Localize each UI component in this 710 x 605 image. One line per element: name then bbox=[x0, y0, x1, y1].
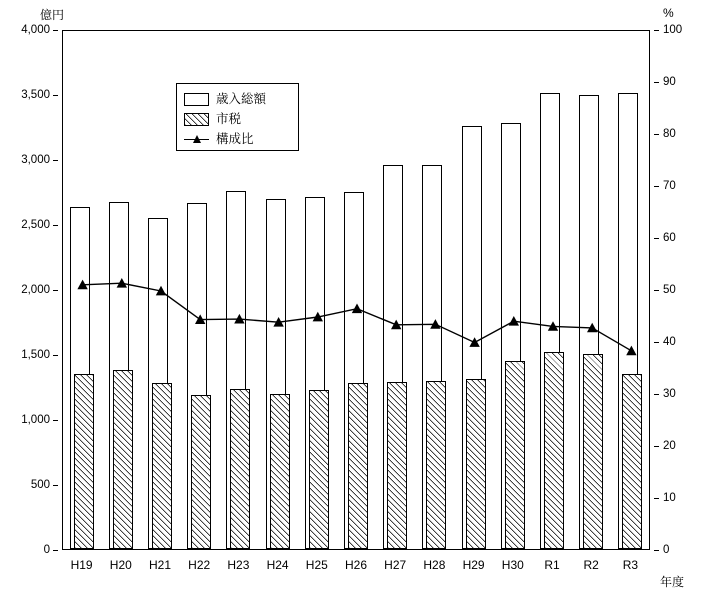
legend-swatch-open-bar-icon bbox=[184, 93, 209, 106]
right-axis-tick-label: 50 bbox=[663, 284, 676, 296]
left-axis-tick-mark bbox=[53, 95, 58, 96]
composition-ratio-marker bbox=[626, 346, 636, 356]
left-axis-tick-label: 2,500 bbox=[21, 219, 50, 231]
right-axis-tick-label: 10 bbox=[663, 492, 676, 504]
right-axis-tick-label: 70 bbox=[663, 180, 676, 192]
plot-inner bbox=[63, 31, 649, 549]
left-axis-tick-label: 2,000 bbox=[21, 284, 50, 296]
x-axis-tick-label: R3 bbox=[622, 558, 639, 572]
left-axis-tick-label: 3,500 bbox=[21, 89, 50, 101]
left-axis-tick-label: 1,000 bbox=[21, 414, 50, 426]
left-axis-tick-mark bbox=[53, 160, 58, 161]
legend-item-total-revenue bbox=[184, 89, 292, 109]
right-axis-tick-mark bbox=[654, 290, 659, 291]
x-axis-tick-label: H19 bbox=[70, 558, 93, 572]
right-axis-tick-label: 60 bbox=[663, 232, 676, 244]
x-axis-title: 年度 bbox=[660, 575, 685, 589]
composition-ratio-marker bbox=[352, 304, 362, 314]
right-axis-tick-label: 0 bbox=[663, 544, 670, 556]
right-axis-tick-label: 80 bbox=[663, 128, 676, 140]
x-axis-tick-label: H25 bbox=[305, 558, 328, 572]
right-axis-tick-mark bbox=[654, 446, 659, 447]
left-axis-tick-mark bbox=[53, 550, 58, 551]
right-axis-tick-label: 100 bbox=[663, 24, 683, 36]
x-axis-tick-labels bbox=[62, 553, 650, 577]
legend-label-municipal-tax: 市税 bbox=[216, 111, 242, 126]
plot-area bbox=[62, 30, 650, 550]
legend-label-composition-ratio: 構成比 bbox=[216, 131, 254, 146]
composition-ratio-marker bbox=[509, 316, 519, 326]
x-axis-tick-label: H26 bbox=[344, 558, 368, 572]
x-axis-tick-label: H28 bbox=[423, 558, 446, 572]
x-axis-tick-label: H21 bbox=[148, 558, 172, 572]
composition-ratio-line bbox=[63, 31, 651, 551]
right-axis-tick-label: 90 bbox=[663, 76, 676, 88]
legend-swatch-line-triangle-icon bbox=[184, 133, 209, 146]
x-axis-tick-label: R2 bbox=[583, 558, 599, 572]
left-axis-tick-labels bbox=[0, 24, 58, 556]
left-axis-tick-mark bbox=[53, 30, 58, 31]
right-axis-tick-mark bbox=[654, 342, 659, 343]
legend-swatch-hatched-bar-icon bbox=[184, 113, 209, 126]
left-axis-tick-mark bbox=[53, 485, 58, 486]
right-axis-tick-labels bbox=[654, 24, 706, 556]
right-axis-tick-label: 40 bbox=[663, 336, 676, 348]
right-axis-tick-mark bbox=[654, 30, 659, 31]
right-axis-tick-label: 30 bbox=[663, 388, 676, 400]
x-axis-tick-label: H24 bbox=[266, 558, 289, 572]
chart-legend bbox=[176, 83, 299, 151]
x-axis-tick-label: H29 bbox=[462, 558, 485, 572]
x-axis-tick-label: R1 bbox=[544, 558, 560, 572]
left-axis-tick-label: 500 bbox=[30, 479, 50, 491]
left-axis-tick-label: 4,000 bbox=[21, 24, 50, 36]
right-axis-tick-mark bbox=[654, 550, 659, 551]
left-axis-tick-mark bbox=[53, 290, 58, 291]
right-axis-unit-label: % bbox=[663, 6, 674, 20]
left-axis-tick-mark bbox=[53, 420, 58, 421]
right-axis-tick-label: 20 bbox=[663, 440, 676, 452]
x-axis-tick-label: H27 bbox=[384, 558, 407, 572]
right-axis-tick-mark bbox=[654, 134, 659, 135]
x-axis-tick-label: H23 bbox=[227, 558, 250, 572]
left-axis-tick-mark bbox=[53, 225, 58, 226]
left-axis-tick-label: 0 bbox=[43, 544, 50, 556]
x-axis-tick-label: H30 bbox=[501, 558, 524, 572]
left-axis-unit-label: 億円 bbox=[40, 8, 65, 22]
left-axis-tick-label: 1,500 bbox=[21, 349, 50, 361]
right-axis-tick-mark bbox=[654, 394, 659, 395]
x-axis-tick-label: H22 bbox=[188, 558, 211, 572]
composition-ratio-marker bbox=[469, 337, 479, 347]
right-axis-tick-mark bbox=[654, 82, 659, 83]
x-axis-tick-label: H20 bbox=[109, 558, 132, 572]
right-axis-tick-mark bbox=[654, 186, 659, 187]
legend-item-composition-ratio bbox=[184, 129, 292, 149]
right-axis-tick-mark bbox=[654, 238, 659, 239]
left-axis-tick-label: 3,000 bbox=[21, 154, 50, 166]
left-axis-tick-mark bbox=[53, 355, 58, 356]
right-axis-tick-mark bbox=[654, 498, 659, 499]
legend-label-total-revenue: 歳入総額 bbox=[216, 91, 267, 106]
legend-item-municipal-tax bbox=[184, 109, 292, 129]
